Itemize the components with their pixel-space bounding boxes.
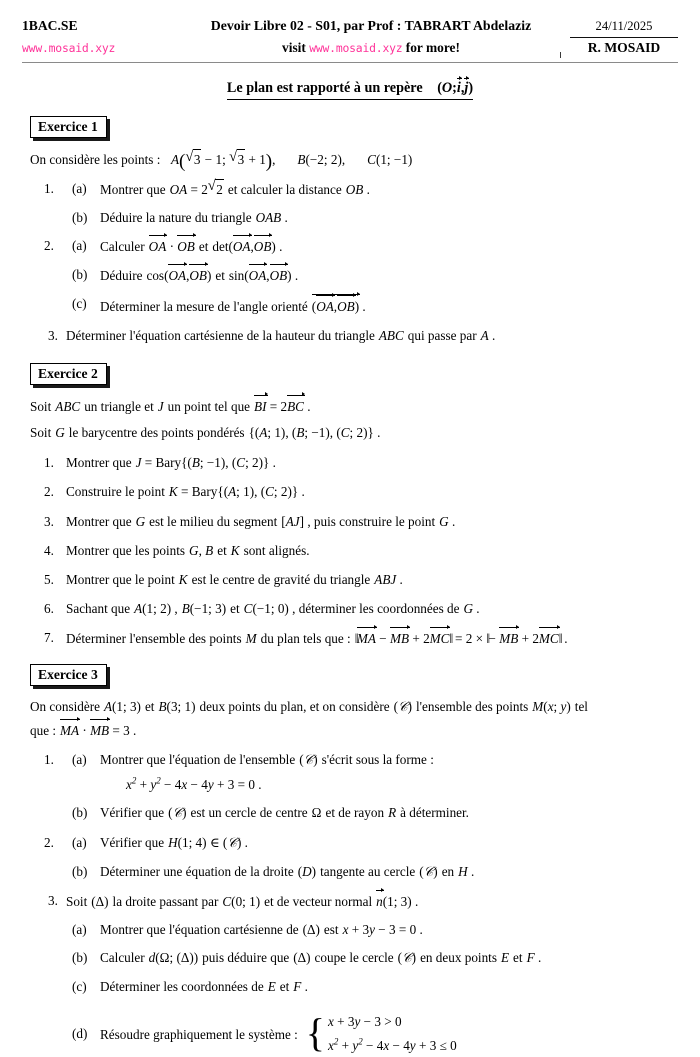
- author-name: R. MOSAID: [570, 37, 678, 56]
- exercise-3-label: Exercice 3: [30, 664, 107, 686]
- item-number: 7.: [44, 630, 54, 646]
- list-item: [72, 294, 700, 316]
- list-item: [0, 541, 700, 560]
- list-item: [72, 208, 700, 227]
- list-item: [0, 891, 700, 1057]
- exercise-3-system-row: [100, 1010, 700, 1056]
- visit-prefix: visit: [282, 40, 306, 55]
- list-item: [0, 512, 700, 531]
- item-number: 2.: [44, 238, 54, 254]
- class-label: 1BAC.SE: [22, 18, 78, 33]
- header-date: 24/11/2025: [595, 19, 653, 33]
- item-number: 1.: [44, 455, 54, 471]
- exercise-3-item-2-subs: [72, 833, 700, 882]
- sub-label: (a): [72, 922, 87, 937]
- repere-frame: (O;i,j): [437, 80, 474, 96]
- header-row-bottom: [22, 37, 678, 56]
- list-item: [72, 803, 700, 823]
- system-rows: [328, 1010, 457, 1056]
- sub-text: Déduire la nature du triangle OAB .: [100, 209, 288, 225]
- list-item: [0, 482, 700, 501]
- item-text: Déterminer l'ensemble des points M du plan tels que : ‖MA − MB + 2MC‖ = 2 × ‖− MB + 2MC‖ .: [66, 631, 568, 646]
- list-item: [72, 265, 700, 285]
- exercise-2-label: Exercice 2: [30, 363, 107, 385]
- exercise-1-header: [30, 116, 700, 138]
- item-number: 5.: [44, 571, 54, 587]
- sub-text: Montrer que l'équation cartésienne de (Δ) est x + 3y − 3 = 0 .: [100, 922, 423, 937]
- sub-label: (a): [72, 834, 87, 850]
- sub-label: (d): [72, 1026, 88, 1042]
- header-vertical-divider: [560, 52, 561, 58]
- exercise-3-intro-2: que : MA · MB = 3 .: [30, 720, 700, 741]
- item-number: 1.: [44, 180, 54, 196]
- item-number: 3.: [44, 513, 54, 529]
- page-title: [0, 79, 700, 100]
- exercise-3-intro-1: On considère A(1; 3) et B(3; 1) deux points du plan, et on considère (𝒞) l'ensemble des points M(x; y) tel: [30, 699, 588, 716]
- list-item: [72, 948, 700, 968]
- exercise-3-display-equation: $x^2 + y^2 - 4x - 4y + 3 = 0$ .: [126, 775, 262, 792]
- system-row-1: x + 3y − 3 > 0: [327, 1014, 402, 1030]
- left-brace: {: [305, 1010, 325, 1056]
- item-number: 2.: [44, 834, 54, 850]
- sub-text: Vérifier que (𝒞) est un cercle de centre Ω et de rayon R à déterminer.: [100, 805, 469, 822]
- list-item: [0, 833, 700, 882]
- header-row-top: [22, 18, 678, 34]
- sub-label: (b): [72, 863, 88, 879]
- list-item: [72, 833, 700, 853]
- list-item: [0, 570, 700, 589]
- exercise-1-points: A( √ 3 − 1; √ 3 + 1), B(−2; 2), C(1; −1): [170, 148, 413, 172]
- sub-label: (c): [72, 979, 87, 995]
- visit-url-link[interactable]: www.mosaid.xyz: [309, 41, 403, 55]
- exercise-2-header: [30, 363, 700, 385]
- list-item: [0, 236, 700, 316]
- sub-text: Résoudre graphiquement le système :: [100, 1026, 298, 1042]
- author-container: [570, 37, 678, 56]
- exercise-1-items: [0, 179, 700, 345]
- exercise-1-label: Exercice 1: [30, 116, 107, 138]
- sub-label: (b): [72, 209, 88, 225]
- list-item: [72, 750, 700, 795]
- list-item: [0, 628, 700, 648]
- inequation-system: [306, 1010, 457, 1056]
- item-text: Déterminer l'équation cartésienne de la hauteur du triangle ABC qui passe par A .: [66, 327, 496, 343]
- list-item: [0, 179, 700, 227]
- exercise-3-header: [30, 664, 700, 686]
- item-number: 3.: [48, 892, 58, 908]
- visit-suffix: for more!: [405, 40, 460, 55]
- list-item: [72, 179, 700, 199]
- item-text: Soit (Δ) la droite passant par C(0; 1) et de vecteur normal n(1; 3) .: [66, 894, 418, 909]
- exercise-2-line-1: Soit ABC un triangle et J un point tel que BI = 2BC .: [30, 396, 700, 417]
- item-text: Construire le point K = Bary{(A; 1), (C; 2)} .: [66, 484, 305, 500]
- sub-text: Vérifier que H(1; 4) ∈ (𝒞) .: [100, 834, 248, 851]
- list-item: [0, 453, 700, 472]
- system-row-2: $x^2 + y^2 - 4x - 4y + 3 \le 0$: [327, 1036, 457, 1053]
- exercise-2-line-2: Soit G le barycentre des points pondérés {(A; 1), (B; −1), (C; 2)} .: [30, 425, 381, 441]
- sub-label: (a): [72, 238, 87, 254]
- document-page: [0, 18, 700, 1056]
- item-number: 4.: [44, 542, 54, 558]
- sub-label: (b): [72, 950, 88, 966]
- exercise-3-item-1-subs: [72, 750, 700, 824]
- sub-text: Calculer OA · OB et det(OA,OB) .: [100, 239, 282, 254]
- item-text: Montrer que J = Bary{(B; −1), (C; 2)} .: [66, 455, 276, 471]
- exercise-1-item-2-subs: [72, 236, 700, 316]
- header-title: Devoir Libre 02 - S01, par Prof : TABRART Abdelaziz: [210, 18, 532, 33]
- sub-label: (a): [72, 180, 87, 196]
- list-item: [0, 326, 700, 345]
- item-text: Montrer que le point K est le centre de gravité du triangle ABJ .: [66, 571, 403, 587]
- header-rule: [22, 62, 678, 63]
- sub-label: (b): [72, 267, 88, 283]
- list-item: [72, 862, 700, 882]
- sub-text: Calculer d(Ω; (Δ)) puis déduire que (Δ) coupe le cercle (𝒞) en deux points E et F .: [100, 950, 542, 967]
- sub-text: Déterminer les coordonnées de E et F .: [100, 979, 308, 995]
- sub-label: (a): [72, 751, 87, 767]
- exercise-3-item-3-subs: [72, 920, 700, 1057]
- page-title-text: Le plan est rapporté à un repère: [226, 80, 423, 96]
- sub-label: (c): [72, 296, 87, 312]
- list-item: [0, 599, 700, 618]
- page-title-inner: [227, 79, 473, 100]
- item-text: Montrer que les points G, B et K sont alignés.: [66, 542, 310, 558]
- exercise-3-items: [0, 750, 700, 1057]
- item-number: 1.: [44, 751, 54, 767]
- sub-label: (b): [72, 805, 88, 821]
- page-header: [22, 18, 678, 63]
- item-number: 2.: [44, 484, 54, 500]
- list-item: [72, 236, 700, 256]
- list-item: [72, 977, 700, 996]
- sub-text: Déduire cos(OA,OB) et sin(OA,OB) .: [100, 268, 298, 283]
- item-text: Sachant que A(1; 2) , B(−1; 3) et C(−1; 0) , déterminer les coordonnées de G .: [66, 600, 480, 616]
- exercise-1-intro-text: On considère les points :: [30, 152, 161, 167]
- sub-text: Montrer que l'équation de l'ensemble (𝒞) s'écrit sous la forme :: [100, 751, 434, 768]
- item-number: 3.: [48, 327, 58, 343]
- list-item: [72, 920, 700, 939]
- item-text: Montrer que G est le milieu du segment [AJ] , puis construire le point G .: [66, 513, 456, 529]
- sub-text: Déterminer la mesure de l'angle orienté (OA,OB) .: [100, 299, 366, 314]
- list-item: [0, 750, 700, 824]
- sub-text: Déterminer une équation de la droite (D) tangente au cercle (𝒞) en H .: [100, 863, 475, 880]
- visit-line: [172, 40, 570, 56]
- site-url-link[interactable]: www.mosaid.xyz: [22, 41, 116, 55]
- list-item: [72, 1010, 700, 1056]
- exercise-1-item-1-subs: [72, 179, 700, 227]
- exercise-2-items: [0, 453, 700, 648]
- exercise-1-intro: [30, 149, 700, 170]
- sub-text: Montrer que OA = 2 √ 2 et calculer la distance OB .: [100, 182, 370, 197]
- item-number: 6.: [44, 600, 54, 616]
